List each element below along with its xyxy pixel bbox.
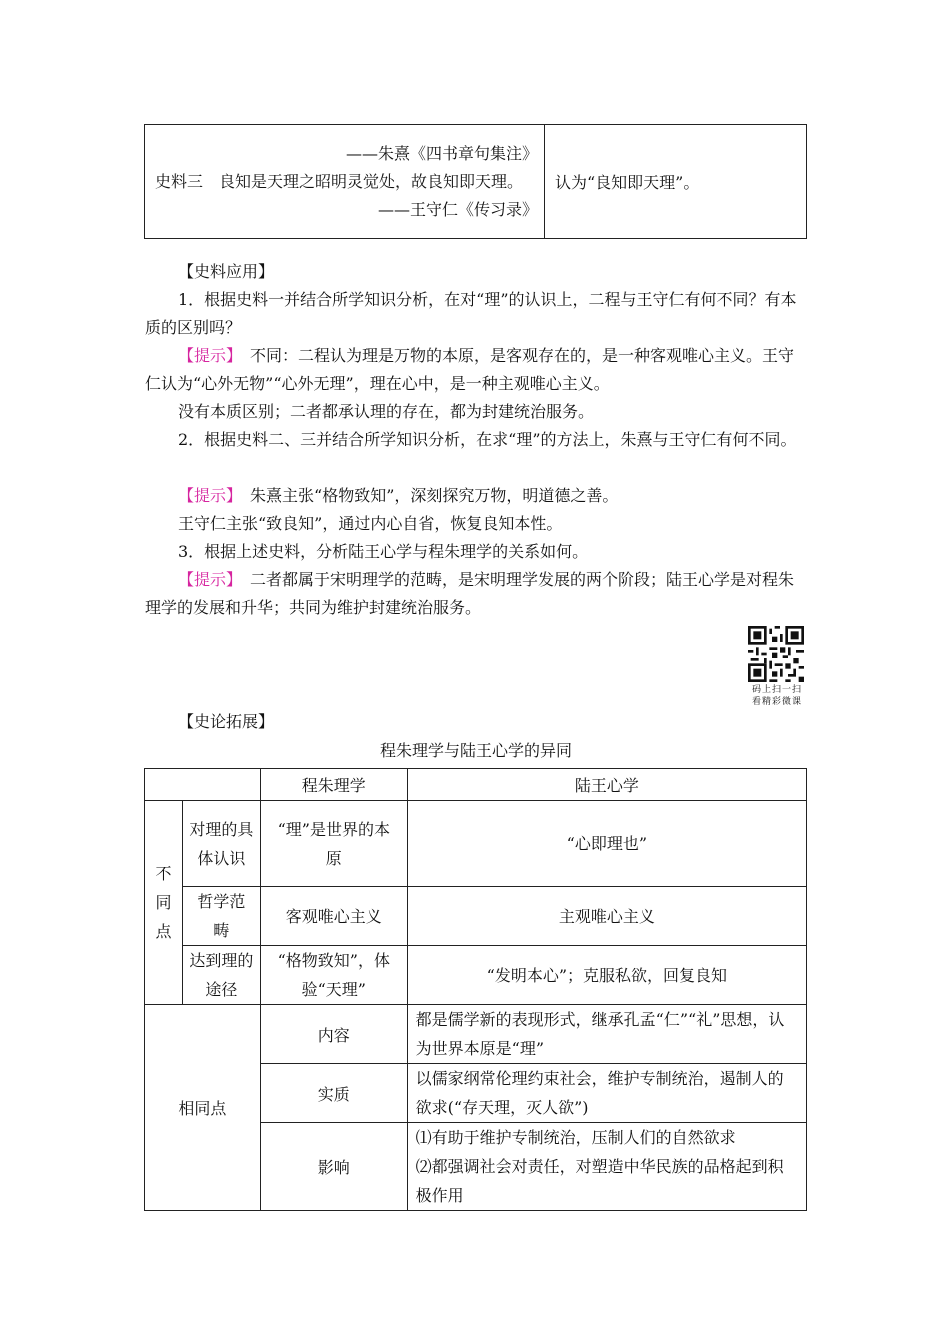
lu-wang-cell: 主观唯心主义 — [407, 887, 806, 946]
header-lu-wang: 陆王心学 — [407, 769, 806, 801]
source3-interpretation: 认为“良知即天理”。 — [555, 173, 700, 192]
same-content-cell: 以儒家纲常伦理约束社会，维护专制统治，遏制人的欲求(“存天理，灭人欲”) — [407, 1064, 806, 1123]
diff-label: 不同点 — [145, 801, 183, 1005]
table-row — [145, 1005, 807, 1064]
question-1: 1．根据史料一并结合所学知识分析，在对“理”的认识上，二程与王守仁有何不同？有本质的区别吗？ — [145, 290, 797, 337]
header-empty-cell — [145, 769, 261, 801]
table-row — [145, 887, 807, 946]
question-2: 2．根据史料二、三并结合所学知识分析，在求“理”的方法上，朱熹与王守仁有何不同。 — [178, 430, 797, 449]
tip-label: 【提示】 — [178, 346, 235, 365]
influence-point-1: ⑴有助于维护专制统治，压制人们的自然欲求 — [415, 1128, 736, 1147]
answer-1 — [145, 342, 807, 398]
lu-wang-cell: “心即理也” — [407, 801, 806, 887]
section-heading-application: 【史料应用】 — [178, 262, 275, 281]
header-cheng-zhu: 程朱理学 — [260, 769, 407, 801]
same-content-cell — [407, 1123, 806, 1211]
answer-1-text: 不同：二程认为理是万物的本原，是客观存在的，是一种客观唯心主义。王守仁认为“心外无物”“心外无理”，理在心中，是一种主观唯心主义。 — [145, 346, 795, 393]
tip-label: 【提示】 — [178, 570, 235, 589]
row-label: 哲学范畴 — [182, 887, 260, 946]
source3-citation: ——王守仁《传习录》 — [377, 199, 538, 219]
source-table — [144, 124, 807, 239]
qr-code-icon[interactable] — [748, 626, 804, 682]
tip-label: 【提示】 — [178, 486, 235, 505]
influence-point-2: ⑵都强调社会对责任，对塑造中华民族的品格起到积极作用 — [415, 1157, 784, 1205]
row-label: 影响 — [260, 1123, 407, 1211]
cheng-zhu-cell: 客观唯心主义 — [260, 887, 407, 946]
comparison-table-title: 程朱理学与陆王心学的异同 — [379, 741, 572, 760]
same-label: 相同点 — [145, 1005, 261, 1211]
cheng-zhu-cell: “理”是世界的本原 — [260, 801, 407, 887]
table-row — [145, 801, 807, 887]
section-heading-extension: 【史论拓展】 — [178, 712, 275, 731]
answer-3-text: 二者都属于宋明理学的范畴，是宋明理学发展的两个阶段；陆王心学是对程朱理学的发展和升华；共同为维护封建统治服务。 — [145, 570, 795, 617]
qr-caption-scan: 码上扫一扫 — [751, 685, 802, 695]
row-label: 内容 — [260, 1005, 407, 1064]
source-cell-left — [145, 125, 545, 239]
source-cell-right — [545, 125, 807, 239]
row-label: 对理的具体认识 — [182, 801, 260, 887]
source3-text: 史料三 良知是天理之昭明灵觉处，故良知即天理。 — [155, 171, 524, 191]
answer-2 — [145, 482, 807, 510]
qr-caption-watch: 看精彩微课 — [751, 697, 802, 707]
same-content-cell: 都是儒学新的表现形式，继承孔孟“仁”“礼”思想，认为世界本原是“理” — [407, 1005, 806, 1064]
row-label: 达到理的途径 — [182, 946, 260, 1005]
row-label: 实质 — [260, 1064, 407, 1123]
comparison-table — [144, 768, 807, 1211]
cheng-zhu-cell: “格物致知”，体验“天理” — [260, 946, 407, 1005]
answer-2-text: 朱熹主张“格物致知”，深刻探究万物，明道德之善。 — [234, 486, 619, 505]
question-3: 3．根据上述史料，分析陆王心学与程朱理学的关系如何。 — [178, 542, 589, 561]
answer-1-conclusion: 没有本质区别；二者都承认理的存在，都为封建统治服务。 — [178, 402, 595, 421]
table-row — [145, 946, 807, 1005]
table-header-row — [145, 769, 807, 801]
answer-3 — [145, 566, 807, 622]
source2-citation: ——朱熹《四书章句集注》 — [345, 143, 538, 163]
answer-2-wang: 王守仁主张“致良知”，通过内心自省，恢复良知本性。 — [178, 514, 563, 533]
lu-wang-cell: “发明本心”；克服私欲，回复良知 — [407, 946, 806, 1005]
